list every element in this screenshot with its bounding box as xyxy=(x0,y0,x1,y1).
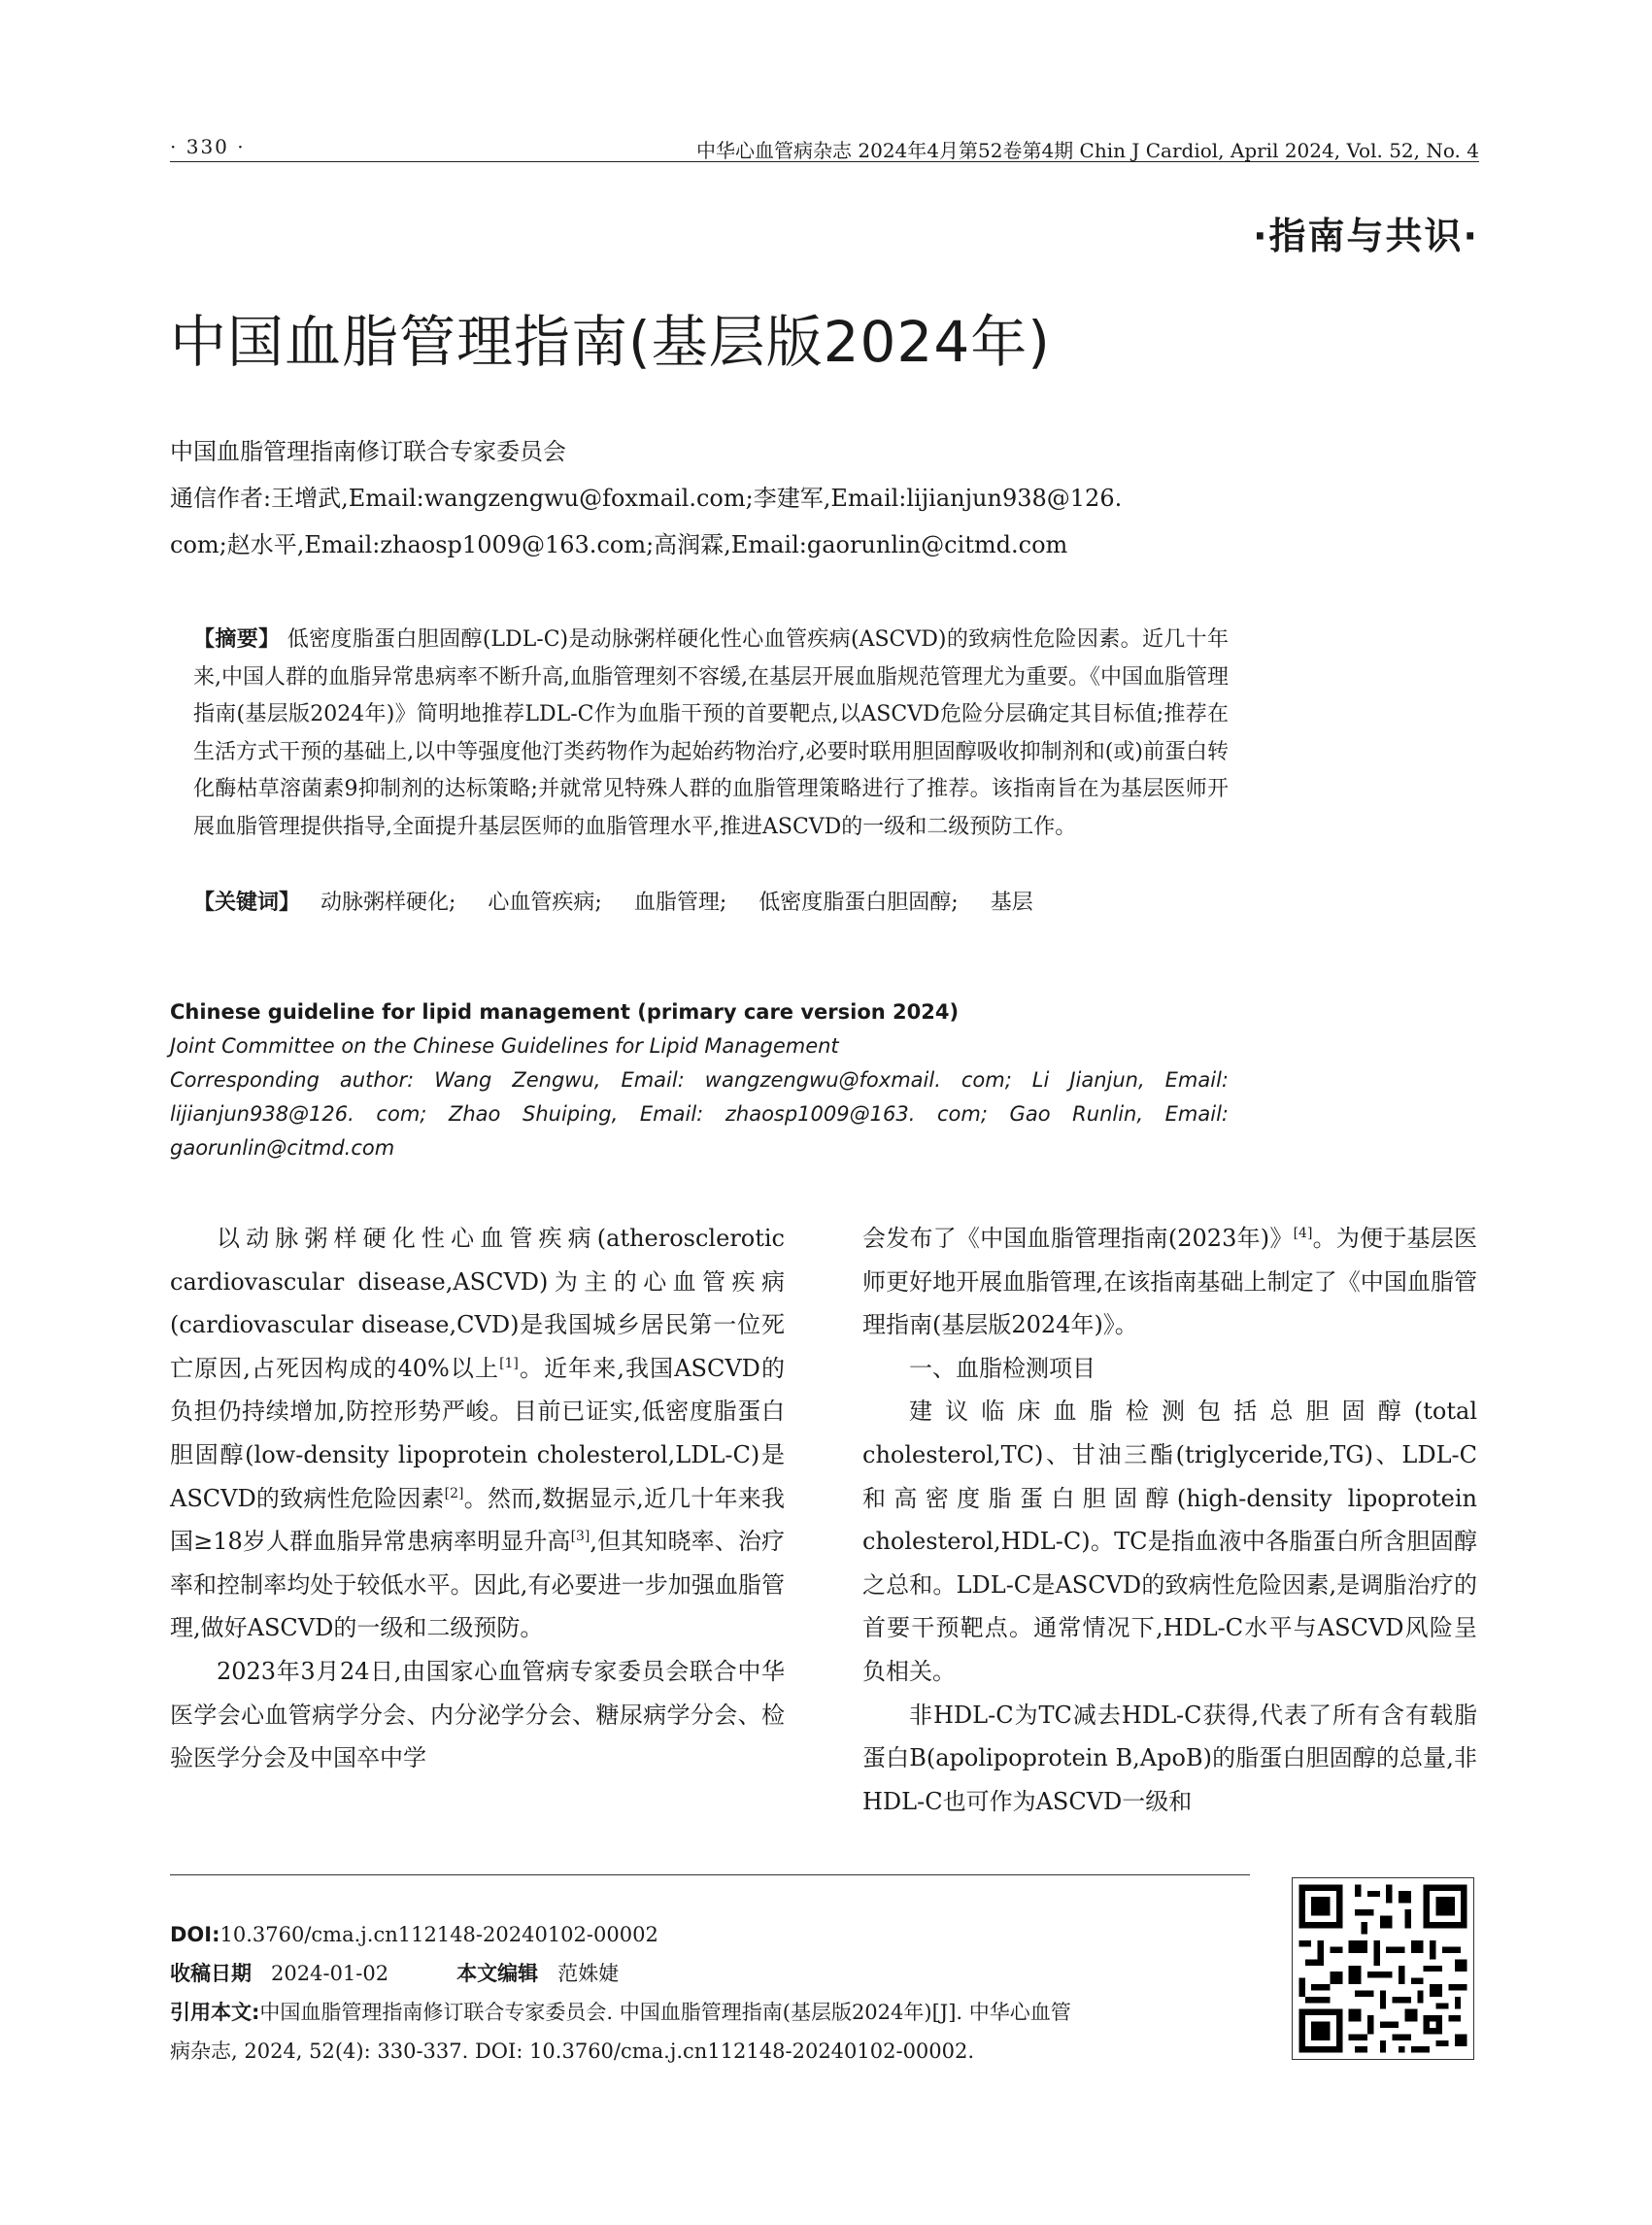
text-run: 。近年来,我国ASCVD的负担仍持续增加,防控形势严峻。目前已证实,低密度脂蛋白胆固醇(low-density lipoprotein cholesterol,LDL-C)是ASCVD的致病性危险因素 xyxy=(170,1354,785,1512)
text-run: ,但其知晓率、治疗率和控制率均处于较低水平。因此,有必要进一步加强血脂管理,做好ASCVD的一级和二级预防。 xyxy=(170,1528,785,1642)
corresponding-line-2: com;赵水平,Email:zhaosp1009@163.com;高润霖,Email:gaorunlin@citmd.com xyxy=(170,531,1068,558)
body-column-right xyxy=(862,1217,1477,1823)
english-corresponding: Corresponding author: Wang Zengwu, Email: wangzengwu@foxmail. com; Li Jianjun, Email: lijianjun938@126. com; Zhao Shuiping, Email: zhaosp1009@163. com; Gao Runlin, Email: gaorunlin@citmd.com xyxy=(170,1068,1229,1160)
text-run: 会发布了《中国血脂管理指南(2023年)》 xyxy=(862,1225,1294,1252)
keyword: 心血管疾病; xyxy=(488,891,602,915)
citation-label: 引用本文: xyxy=(170,2001,260,2024)
page-number: · 330 · xyxy=(170,135,246,158)
body-column-left xyxy=(170,1217,785,1780)
keyword: 低密度脂蛋白胆固醇; xyxy=(759,891,959,915)
editor-label: 本文编辑 xyxy=(456,1962,539,1985)
abstract-label: 【摘要】 xyxy=(193,627,281,652)
qr-code[interactable] xyxy=(1292,1877,1474,2060)
citation-ref: [3] xyxy=(570,1529,590,1545)
english-abstract-header xyxy=(170,995,1229,1165)
journal-header: 中华心血管病杂志 2024年4月第52卷第4期 Chin J Cardiol, April 2024, Vol. 52, No. 4 xyxy=(696,139,1479,162)
citation-ref: [4] xyxy=(1293,1226,1313,1241)
section-heading: 一、血脂检测项目 xyxy=(909,1354,1096,1382)
keywords xyxy=(193,886,1059,916)
keyword: 动脉粥样硬化; xyxy=(320,891,456,915)
abstract-text: 低密度脂蛋白胆固醇(LDL-C)是动脉粥样硬化性心血管疾病(ASCVD)的致病性危险因素。近几十年来,中国人群的血脂异常患病率不断升高,血脂管理刻不容缓,在基层开展血脂规范管理尤为重要。《中国血脂管理指南(基层版2024年)》简明地推荐LDL-C作为血脂干预的首要靶点,以ASCVD危险分层确定其目标值;推荐在生活方式干预的基础上,以中等强度他汀类药物作为起始药物治疗,必要时联用胆固醇吸收抑制剂和(或)前蛋白转化酶枯草溶菌素9抑制剂的达标策略;并就常见特殊人群的血脂管理策略进行了推荐。该指南旨在为基层医师开展血脂管理提供指导,全面提升基层医师的血脂管理水平,推进ASCVD的一级和二级预防工作。 xyxy=(193,627,1229,839)
abstract xyxy=(193,622,1229,846)
body-paragraph xyxy=(170,1217,785,1650)
editor-name: 范姝婕 xyxy=(557,1962,620,1985)
citation-line-1: 中国血脂管理指南修订联合专家委员会. 中国血脂管理指南(基层版2024年)[J]. 中华心血管 xyxy=(259,2001,1071,2024)
citation-ref: [2] xyxy=(444,1485,464,1501)
article-footer xyxy=(170,1915,1258,2071)
citation-ref: [1] xyxy=(499,1355,519,1371)
body-paragraph: 非HDL-C为TC减去HDL-C获得,代表了所有含有载脂蛋白B(apolipoprotein B,ApoB)的脂蛋白胆固醇的总量,非HDL-C也可作为ASCVD一级和 xyxy=(862,1701,1477,1815)
keyword: 血脂管理; xyxy=(633,891,727,915)
qr-code-icon xyxy=(1293,1878,1473,2059)
author-block xyxy=(170,428,1229,568)
doi-label: DOI: xyxy=(170,1923,220,1946)
english-committee: Joint Committee on the Chinese Guidelines for Lipid Management xyxy=(170,1034,839,1058)
text-run: 以动脉粥样硬化性心血管疾病(atherosclerotic cardiovascular disease,ASCVD)为主的心血管疾病(cardiovascular disease,CVD)是我国城乡居民第一位死亡原因,占死因构成的40%以上 xyxy=(170,1225,785,1382)
text-run: 。为便于基层医师更好地开展血脂管理,在该指南基础上制定了《中国血脂管理指南(基层版2024年)》。 xyxy=(862,1225,1477,1339)
body-paragraph: 2023年3月24日,由国家心血管病专家委员会联合中华医学会心血管病学分会、内分泌学分会、糖尿病学分会、检验医学分会及中国卒中学 xyxy=(170,1657,785,1772)
body-paragraph: 建议临床血脂检测包括总胆固醇(total cholesterol,TC)、甘油三酯(triglyceride,TG)、LDL-C和高密度脂蛋白胆固醇(high-density lipoprotein cholesterol,HDL-C)。TC是指血液中各脂蛋白所含胆固醇之总和。LDL-C是ASCVD的致病性危险因素,是调脂治疗的首要干预靶点。通常情况下,HDL-C水平与ASCVD风险呈负相关。 xyxy=(862,1398,1477,1685)
header-rule xyxy=(170,161,1479,162)
section-tag: ·指南与共识· xyxy=(1253,215,1479,257)
article-title: 中国血脂管理指南(基层版2024年) xyxy=(170,309,1051,375)
corresponding-line-1: 通信作者:王增武,Email:wangzengwu@foxmail.com;李建军,Email:lijianjun938@126. xyxy=(170,485,1123,512)
doi-link[interactable]: 10.3760/cma.j.cn112148-20240102-00002 xyxy=(219,1923,658,1946)
citation-line-2: 病杂志, 2024, 52(4): 330-337. DOI: 10.3760/cma.j.cn112148-20240102-00002. xyxy=(170,2040,975,2063)
keyword: 基层 xyxy=(990,891,1033,915)
received-label: 收稿日期 xyxy=(170,1962,252,1985)
text-run: 。然而,数据显示,近几十年来我国≥18岁人群血脂异常患病率明显升高 xyxy=(170,1484,785,1556)
footnote-rule xyxy=(170,1874,1250,1875)
body-paragraph xyxy=(862,1217,1477,1347)
keywords-label: 【关键词】 xyxy=(193,891,301,915)
english-title: Chinese guideline for lipid management (primary care version 2024) xyxy=(170,1000,960,1024)
author-committee: 中国血脂管理指南修订联合专家委员会 xyxy=(170,438,566,465)
received-date: 2024-01-02 xyxy=(271,1962,389,1985)
